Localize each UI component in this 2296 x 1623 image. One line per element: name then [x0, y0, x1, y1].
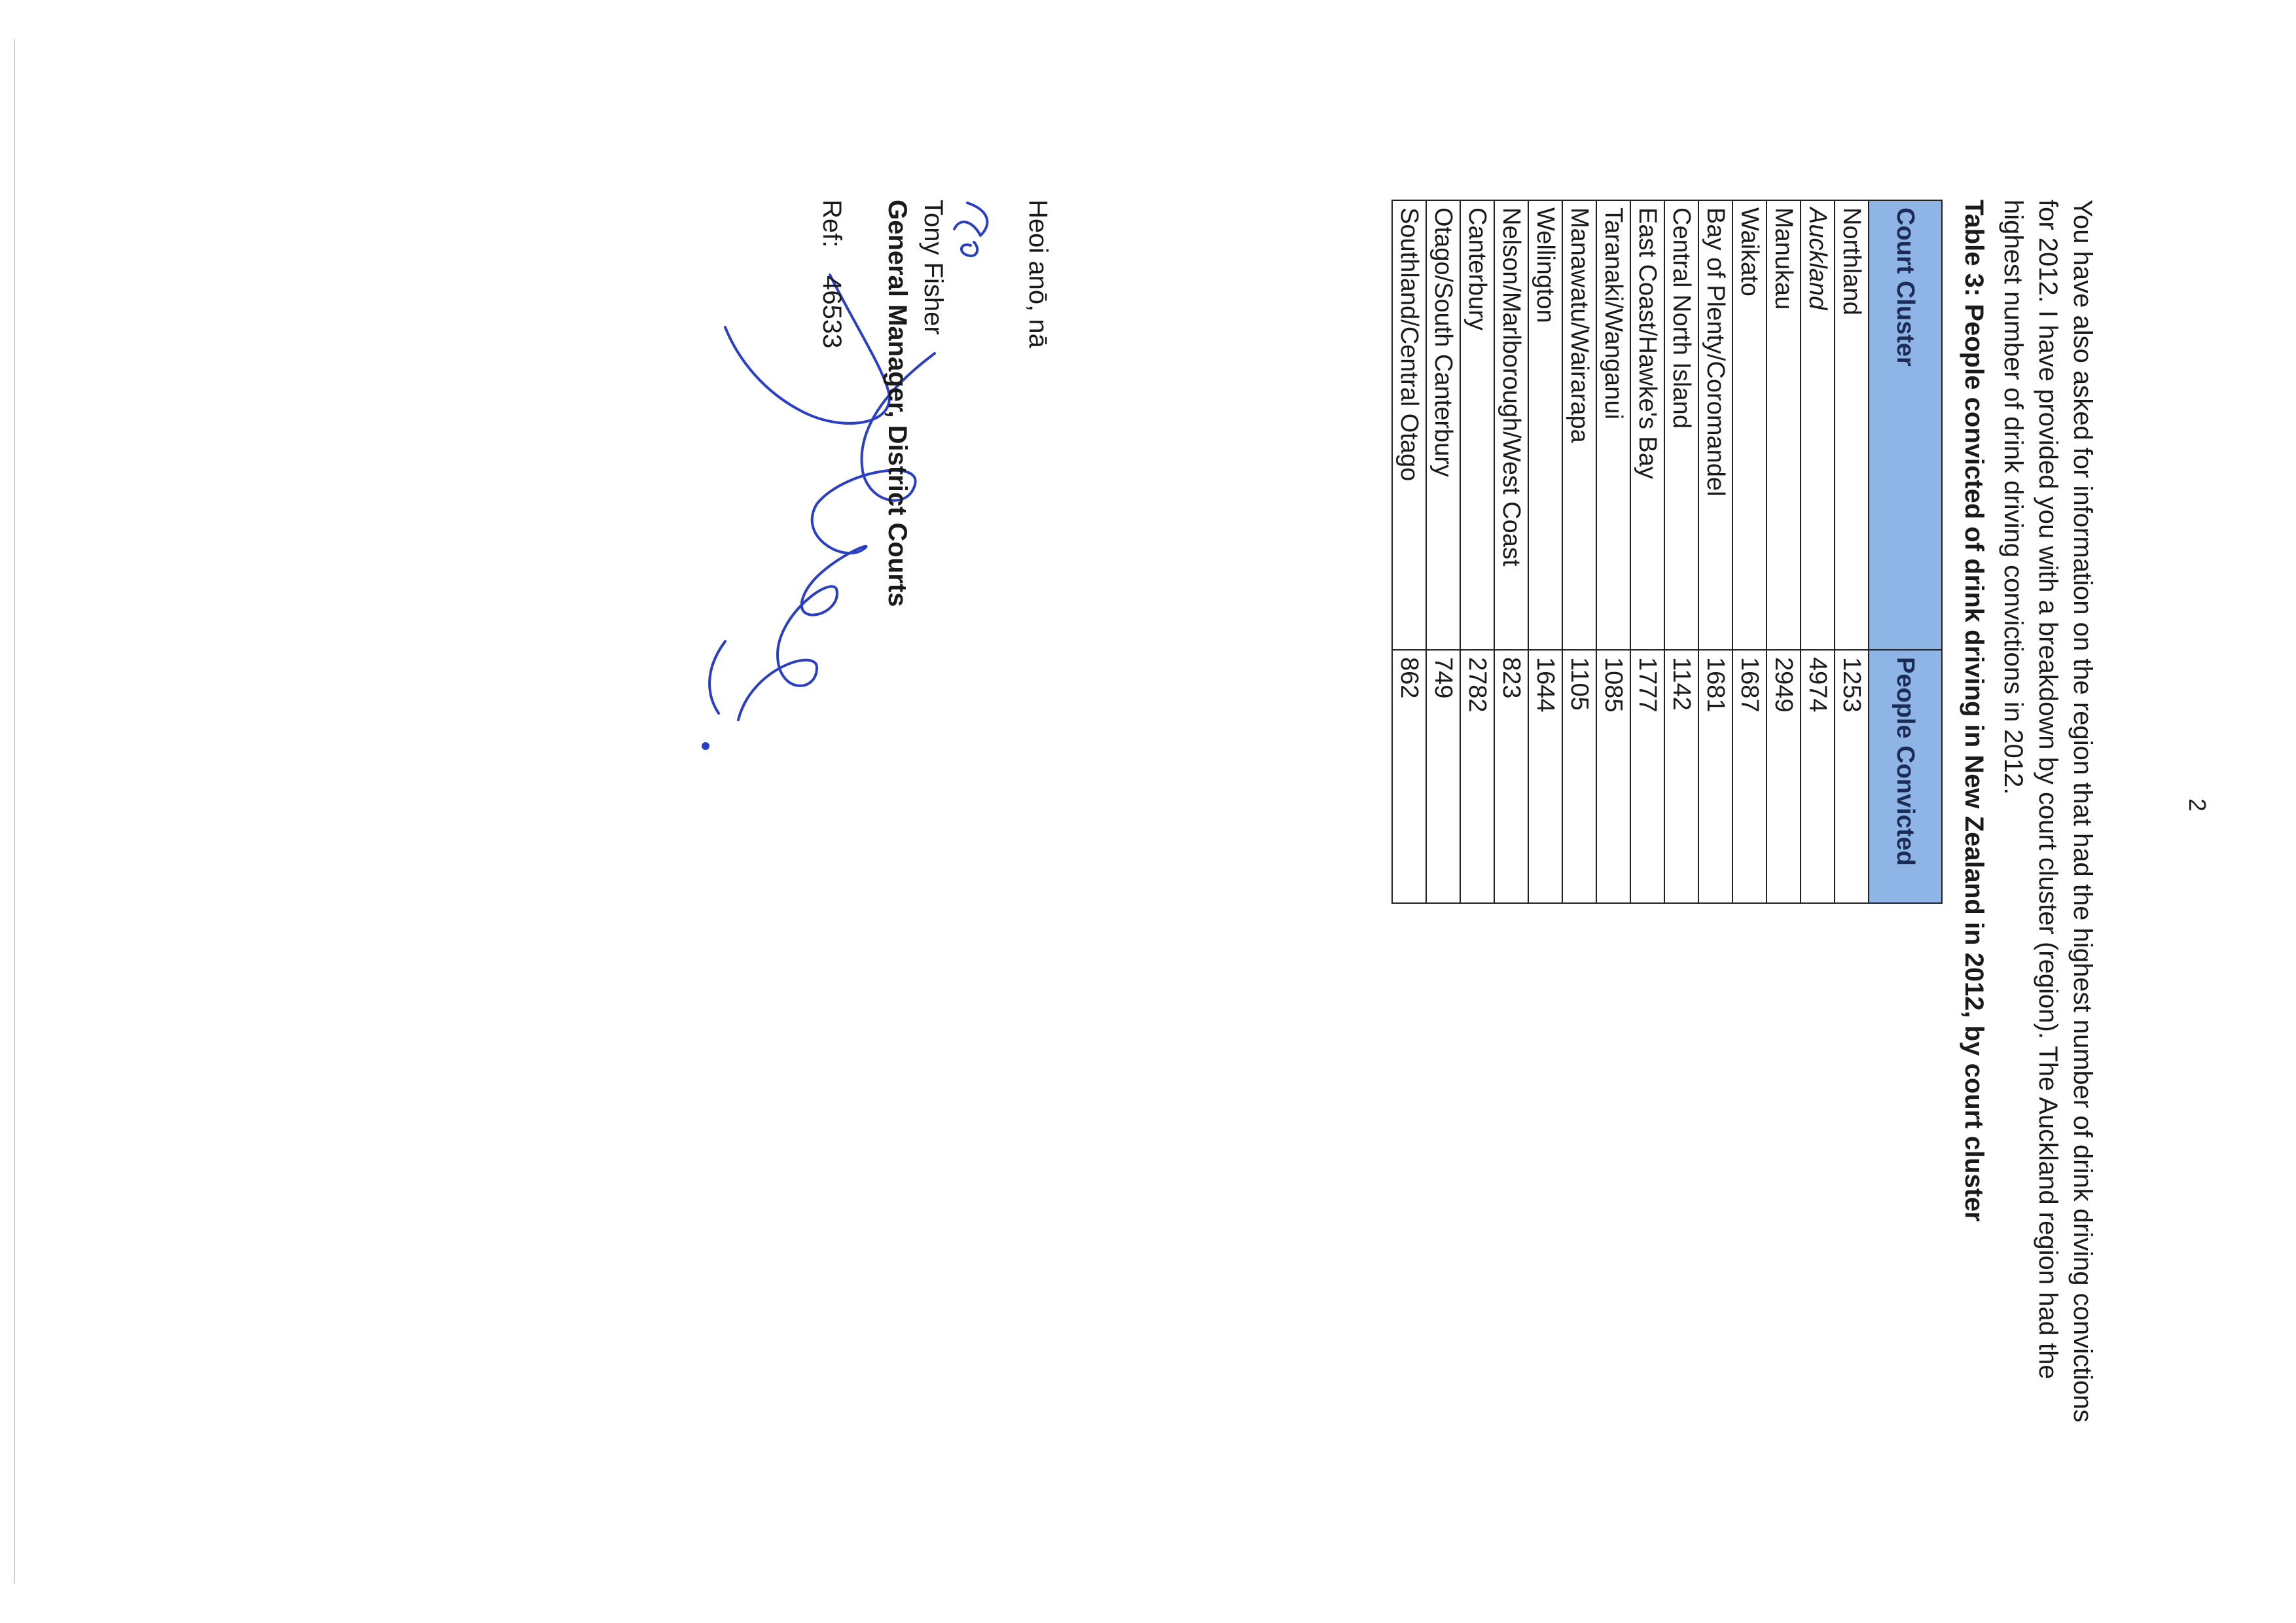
- table-row: [1426, 200, 1460, 903]
- table-row: [1767, 200, 1801, 903]
- court-cluster-cell: Manukau: [1767, 200, 1801, 650]
- table-row: [1801, 200, 1835, 903]
- signer-title: General Manager, District Courts: [883, 200, 912, 607]
- table-row: [1664, 200, 1698, 903]
- signature-annotation-stroke: [954, 203, 987, 256]
- people-convicted-cell: 2949: [1767, 650, 1801, 903]
- people-convicted-cell: 1105: [1562, 650, 1596, 903]
- table-caption: Table 3: People convicted of drink driving in New Zealand in 2012, by court cluster: [1960, 200, 1988, 1222]
- court-cluster-cell: Waikato: [1732, 200, 1767, 650]
- people-convicted-cell: 1777: [1630, 650, 1664, 903]
- page-number: 2: [2184, 798, 2211, 812]
- table-row: [1392, 200, 1426, 903]
- reference-number: 46533: [817, 276, 846, 349]
- table-header-row: [1869, 200, 1942, 903]
- court-cluster-cell: Otago/South Canterbury: [1426, 200, 1460, 650]
- table-row: [1562, 200, 1596, 903]
- people-convicted-cell: 862: [1392, 650, 1426, 903]
- people-convicted-cell: 749: [1426, 650, 1460, 903]
- court-cluster-cell: Wellington: [1528, 200, 1562, 650]
- court-cluster-cell: Nelson/Marlborough/West Coast: [1494, 200, 1528, 650]
- court-cluster-cell: Manawatu/Wairarapa: [1562, 200, 1596, 650]
- table-row: [1732, 200, 1767, 903]
- reference-row: [817, 200, 846, 348]
- court-cluster-cell: Auckland: [1801, 200, 1835, 650]
- court-cluster-cell: Central North Island: [1664, 200, 1698, 650]
- court-cluster-cell: Southland/Central Otago: [1392, 200, 1426, 650]
- court-cluster-cell: East Coast/Hawke's Bay: [1630, 200, 1664, 650]
- court-cluster-cell: Bay of Plenty/Coromandel: [1698, 200, 1732, 650]
- table-row: [1630, 200, 1664, 903]
- people-convicted-cell: 1687: [1732, 650, 1767, 903]
- table-row: [1528, 200, 1562, 903]
- reference-label: Ref:: [817, 200, 846, 248]
- people-convicted-cell: 4974: [1801, 650, 1835, 903]
- sign-off: Heoi anō, nā: [1024, 200, 1052, 348]
- people-convicted-cell: 2782: [1460, 650, 1494, 903]
- table-row: [1460, 200, 1494, 903]
- scan-edge-line: [14, 39, 15, 1584]
- people-convicted-cell: 1253: [1835, 650, 1869, 903]
- court-cluster-cell: Taranaki/Wanganui: [1596, 200, 1630, 650]
- table-row: [1494, 200, 1528, 903]
- signature-dot: [703, 743, 708, 749]
- table-row: [1835, 200, 1869, 903]
- table-body: [1392, 200, 1869, 903]
- intro-paragraph: You have also asked for information on the region that had the highest number of drink driving convictions for 2012. I have provided you with a breakdown by court cluster (region). The Auckland region had the highest number of drink driving convictions in 2012.: [1999, 200, 2097, 1423]
- column-header-people-convicted: People Convicted: [1869, 650, 1942, 903]
- people-convicted-cell: 1142: [1664, 650, 1698, 903]
- court-cluster-cell: Canterbury: [1460, 200, 1494, 650]
- table-row: [1596, 200, 1630, 903]
- court-cluster-cell: Northland: [1835, 200, 1869, 650]
- table-row: [1698, 200, 1732, 903]
- signer-name: Tony Fisher: [919, 200, 948, 335]
- people-convicted-cell: 1681: [1698, 650, 1732, 903]
- column-header-court-cluster: Court Cluster: [1869, 200, 1942, 650]
- convictions-table: [1391, 200, 1943, 904]
- people-convicted-cell: 1644: [1528, 650, 1562, 903]
- people-convicted-cell: 823: [1494, 650, 1528, 903]
- people-convicted-cell: 1085: [1596, 650, 1630, 903]
